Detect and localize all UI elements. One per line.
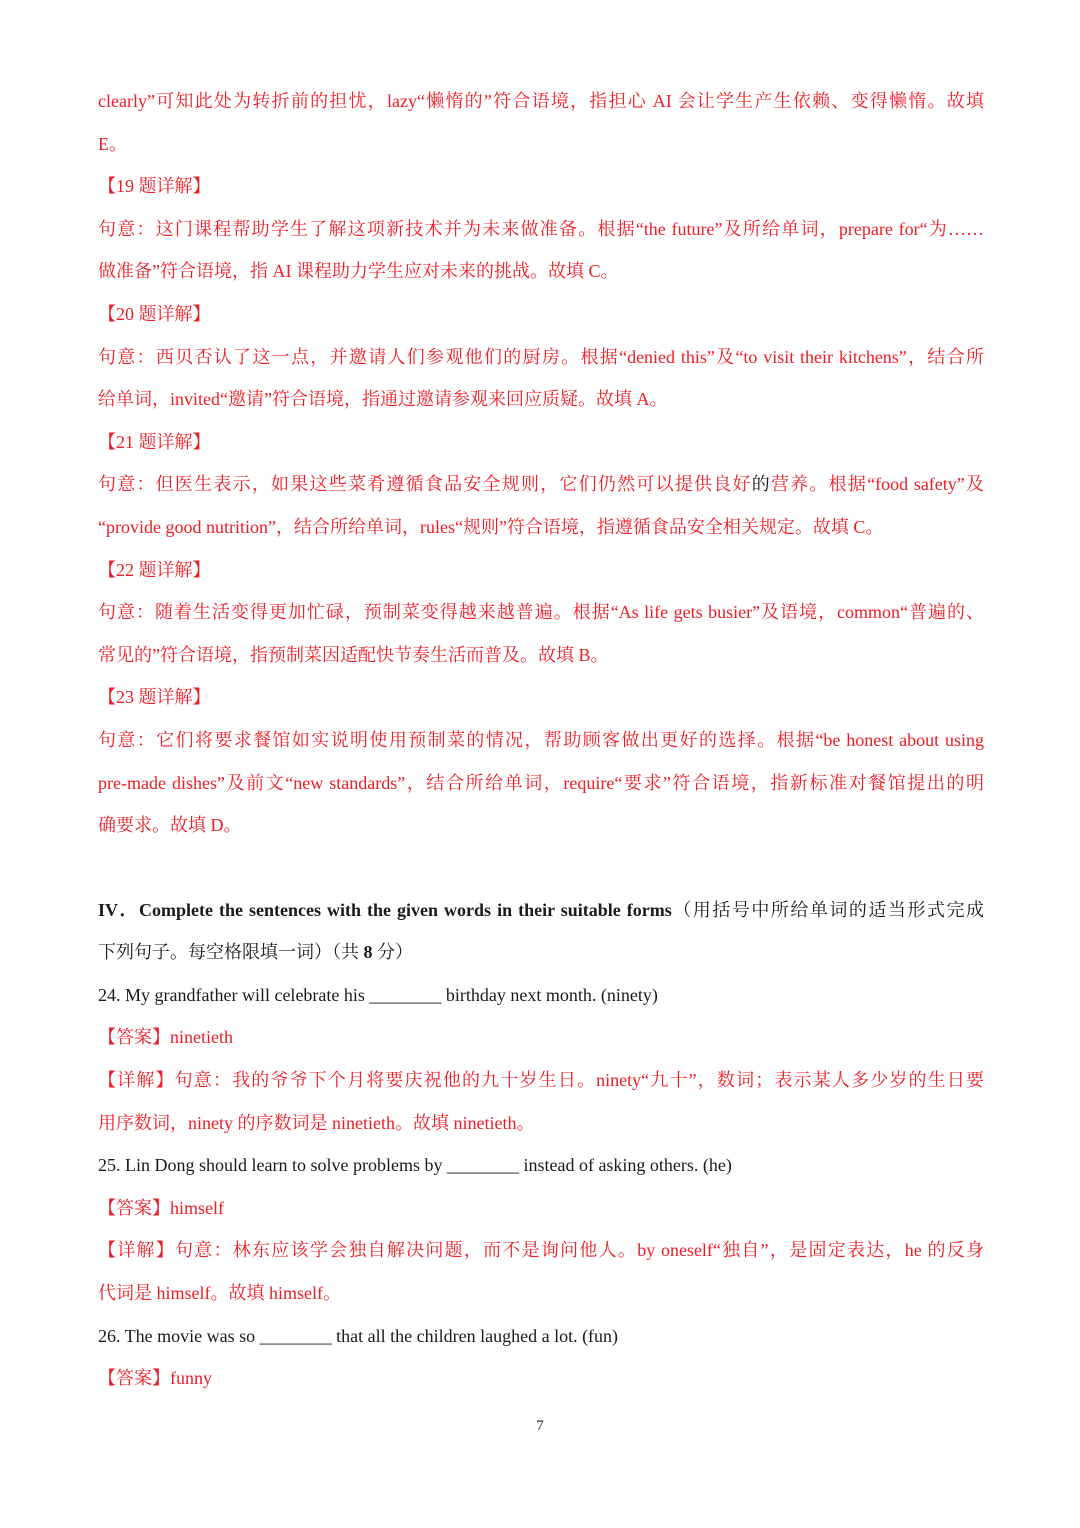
explanation-19-line-2: 做准备”符合语境，指 AI 课程助力学生应对未来的挑战。故填 C。 [98,261,619,282]
section-heading-points: 8 [363,942,373,963]
section-heading-line-2 [98,931,984,974]
question-25-answer: 【答案】himself [98,1197,224,1218]
explanation-23-line-3: 确要求。故填 D。 [98,815,242,836]
question-24: 24. My grandfather will celebrate his ________ birthday next month. (ninety) [98,984,658,1005]
question-24-answer: 【答案】ninetieth [98,1027,233,1048]
section-heading-chinese: （用括号中所给单词的适当形式完成 [671,899,984,920]
question-20-heading: 【20 题详解】 [98,303,211,324]
explanation-19-line-1: 句意：这门课程帮助学生了解这项新技术并为未来做准备。根据“the future”及所给单词，prepare for“为…… [98,218,984,239]
explanation-18-line-3: E。 [98,133,127,154]
section-heading-english: IV．Complete the sentences with the given words in their suitable forms [98,899,672,920]
explanation-21-line-2: “provide good nutrition”，结合所给单词，rules“规则”符合语境，指遵循食品安全相关规定。故填 C。 [98,516,884,537]
section-heading-points-unit: 分） [372,942,413,963]
question-23-heading: 【23 题详解】 [98,687,211,708]
explanation-21-part-a: 句意：但医生表示，如果这些菜肴遵循食品安全规则，它们仍然可以提供良好 [98,474,752,495]
explanation-22-line-1: 句意：随着生活变得更加忙碌，预制菜变得越来越普遍。根据“As life gets busier”及语境，common“普遍的、 [98,602,984,623]
question-21-heading: 【21 题详解】 [98,431,211,452]
explanation-23-line-1: 句意：它们将要求餐馆如实说明使用预制菜的情况，帮助顾客做出更好的选择。根据“be honest about using [98,729,984,750]
explanation-18-line-2: clearly”可知此处为转折前的担忧，lazy“懒惰的”符合语境，指担心 AI 会让学生产生依赖、变得懒惰。故填 [98,91,984,111]
explanation-22-line-2: 常见的”符合语境，指预制菜因适配快节奏生活而普及。故填 B。 [98,644,609,665]
page-number: 7 [536,1418,544,1434]
explanation-21-line-1 [98,463,984,506]
question-26: 26. The movie was so ________ that all the children laughed a lot. (fun) [98,1325,619,1346]
document-page [98,80,984,1400]
question-26-answer: 【答案】funny [98,1368,212,1389]
question-25: 25. Lin Dong should learn to solve problems by ________ instead of asking others. (he) [98,1155,732,1176]
question-19-heading: 【19 题详解】 [98,176,211,197]
question-24-detail-line-2: 用序数词，ninety 的序数词是 ninetieth。故填 ninetieth。 [98,1112,535,1133]
explanation-23-line-2: pre-made dishes”及前文“new standards”，结合所给单词，require“要求”符合语境，指新标准对餐馆提出的明 [98,772,984,793]
question-24-detail-line-1: 【详解】句意：我的爷爷下个月将要庆祝他的九十岁生日。ninety“九十”，数词；表示某人多少岁的生日要 [98,1070,984,1091]
section-spacer [98,847,984,889]
explanation-21-part-b: 的 [751,474,771,495]
explanation-20-line-1: 句意：西贝否认了这一点，并邀请人们参观他们的厨房。根据“denied this”及“to visit their kitchens”，结合所 [98,346,984,367]
section-heading-instructions: 下列句子。每空格限填一词）（共 [98,942,364,963]
explanation-20-line-2: 给单词，invited“邀请”符合语境，指通过邀请参观来回应质疑。故填 A。 [98,389,668,410]
question-22-heading: 【22 题详解】 [98,559,211,580]
section-heading-line-1 [98,889,984,932]
explanation-21-part-c: 营养。根据“food safety”及 [770,474,985,495]
question-25-detail-line-1: 【详解】句意：林东应该学会独自解决问题，而不是询问他人。by oneself“独自”，是固定表达，he 的反身 [98,1240,984,1261]
question-25-detail-line-2: 代词是 himself。故填 himself。 [98,1283,341,1304]
